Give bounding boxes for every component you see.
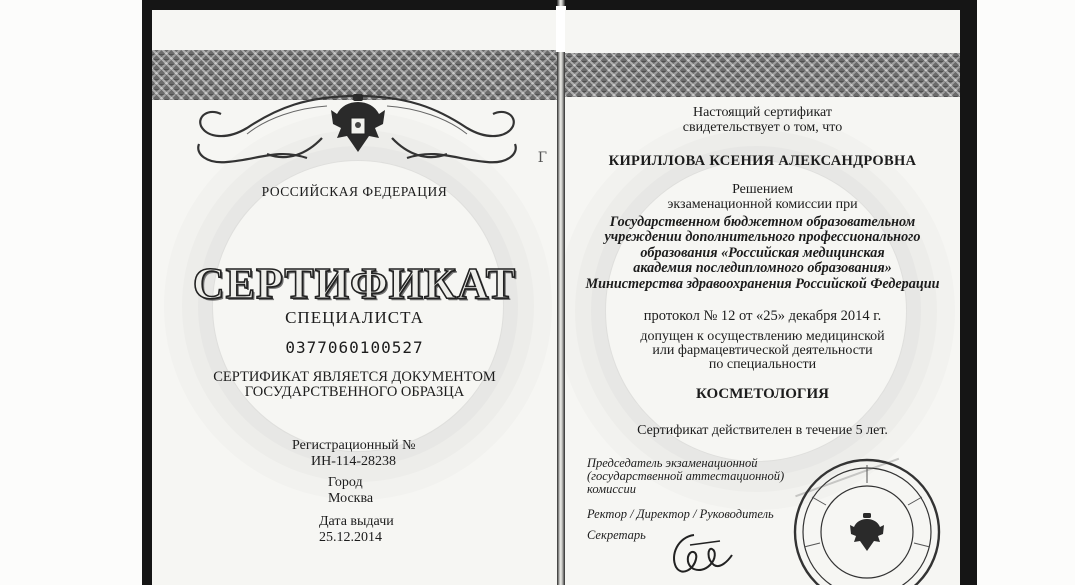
city-value: Москва (328, 491, 374, 506)
secretary-signature-label: Секретарь (587, 528, 646, 542)
guilloche-band (565, 53, 960, 97)
issue-date-value: 25.12.2014 (319, 530, 382, 545)
admission-line: по специальности (708, 357, 817, 372)
certificate-right-page (565, 10, 960, 585)
protocol-reference: протокол № 12 от «25» декабря 2014 г. (643, 308, 882, 324)
decision-line: экзаменационной комиссии при (667, 197, 858, 212)
intro-line: свидетельствует о том, что (682, 120, 843, 135)
decision-text (565, 182, 960, 212)
intro-line: Настоящий сертификат (692, 105, 833, 120)
holder-full-name: КИРИЛЛОВА КСЕНИЯ АЛЕКСАНДРОВНА (608, 153, 917, 169)
city-block (292, 475, 373, 507)
statement-line: ГОСУДАРСТВЕННОГО ОБРАЗЦА (244, 384, 465, 400)
certificate-number: 0377060100527 (285, 338, 424, 357)
issue-date-label: Дата выдачи (319, 514, 394, 529)
certificate-left-page (152, 10, 557, 585)
handwritten-signature-icon (660, 525, 740, 580)
registration-block (292, 438, 416, 470)
institution-line: Государственном бюджетном образовательном (609, 214, 916, 230)
certificate-subtitle: СПЕЦИАЛИСТА (285, 308, 424, 327)
city-label: Город (328, 475, 363, 490)
russian-coat-of-arms-icon (327, 92, 389, 160)
document-status-statement (152, 370, 557, 400)
scan-margin-left (0, 0, 142, 585)
statement-line: СЕРТИФИКАТ ЯВЛЯЕТСЯ ДОКУМЕНТОМ (213, 369, 496, 385)
official-seal-stamp-icon (792, 457, 942, 585)
scan-margin-right (977, 0, 1075, 585)
decision-line: Решением (732, 182, 793, 197)
institution-line: учреждении дополнительного профессионального (604, 229, 921, 246)
country-name: РОССИЙСКАЯ ФЕДЕРАЦИЯ (261, 184, 448, 199)
admission-line: допущен к осуществлению медицинской (640, 329, 885, 344)
institution-line: образования «Российская медицинская (640, 244, 885, 261)
chair-signature-label (587, 457, 784, 496)
margin-fragment: Г (537, 150, 547, 166)
institution-name (565, 215, 960, 292)
chair-line: комиссии (587, 482, 636, 496)
registration-value: ИН-114-28238 (311, 454, 397, 469)
validity-statement: Сертификат действителен в течение 5 лет. (637, 423, 888, 438)
intro-text (565, 105, 960, 135)
institution-line: Министерства здравоохранения Российской Федерации (585, 275, 940, 292)
institution-line: академия последипломного образования» (633, 260, 892, 277)
chair-line: Председатель экзаменационной (587, 456, 758, 470)
registration-label: Регистрационный № (292, 438, 416, 453)
specialty-name: КОСМЕТОЛОГИЯ (696, 386, 829, 402)
issue-date-block (292, 514, 394, 546)
rector-signature-label: Ректор / Директор / Руководитель (587, 507, 774, 521)
chair-line: (государственной аттестационной) (587, 469, 785, 483)
admission-line: или фармацевтической деятельности (652, 343, 873, 358)
certificate-title: СЕРТИФИКАТ (192, 259, 517, 308)
admission-text (565, 330, 960, 372)
book-spine (557, 0, 565, 585)
